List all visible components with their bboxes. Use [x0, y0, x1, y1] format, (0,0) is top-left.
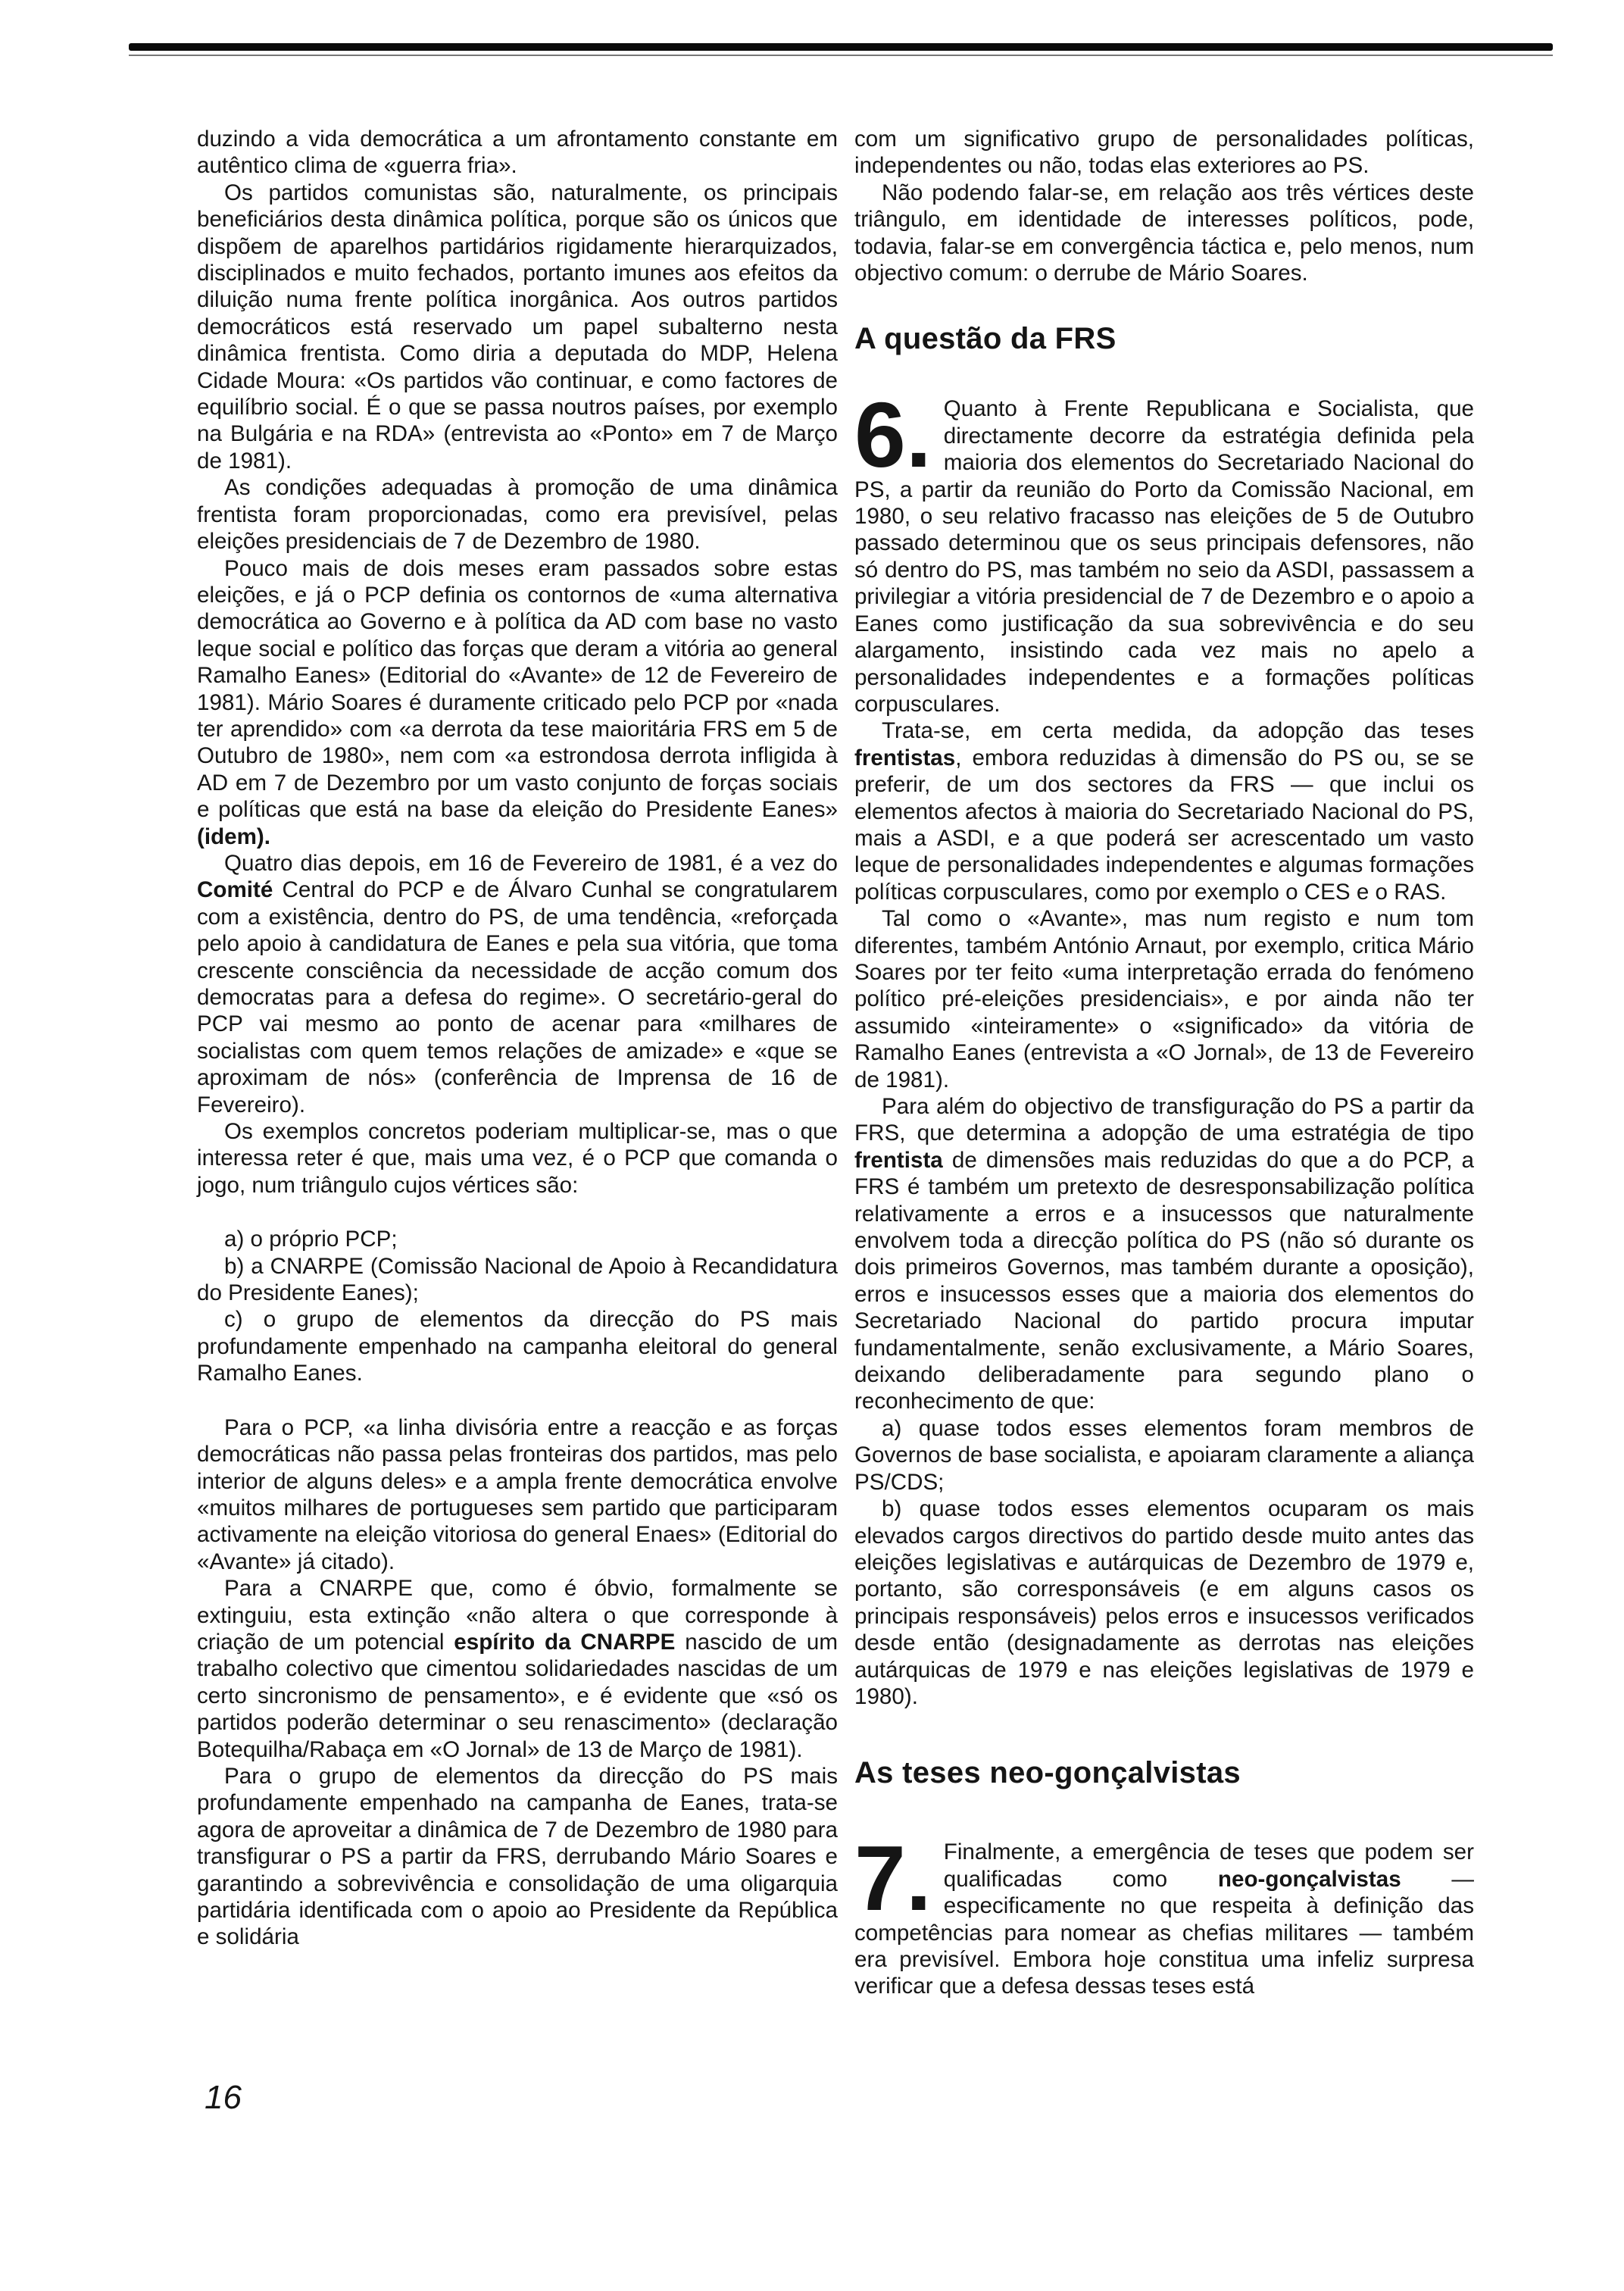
paragraph: Quanto à Frente Republicana e Socialista, que directamente decorre da estratégia definida pela maioria dos elementos do Secretariado Nacional do PS, a partir da reunião do Porto da Comissão Nacional, em 1980, o seu relativo fracasso nas eleições de 5 de Outubro passado determinou que os seus principais defensores, não só dentro do PS, mas também no seio da ASDI, passassem a privilegiar a vitória presidencial de 7 de Dezembro e o apoio a Eanes como justificação da sua sobrevivência e do seu alargamento, insistindo cada vez mais no apelo a personalidades independentes e a formações políticas corpusculares.	[854, 396, 1474, 717]
section-number: 6.	[854, 383, 932, 487]
section-7	[854, 1827, 1474, 1999]
right-column	[854, 126, 1474, 2000]
text-run: de dimensões mais reduzidas do que a do PCP, a FRS é também um pretexto de desresponsabilização política relativamente a erros e a insucessos que naturalmente envolvem toda a direcção política do PS (não só durante os dois primeiros Governos, mas também durante a oposição), erros e insucessos esses que a maioria dos elementos do Secretariado Nacional do partido procura imputar fundamentalmente, senão exclusivamente, a Mário Soares, deixando deliberadamente para segundo plano o reconhecimento de que:	[854, 1147, 1474, 1414]
top-rule	[129, 43, 1553, 51]
paragraph	[854, 1827, 1474, 1999]
list-item: a) o próprio PCP;	[224, 1227, 398, 1252]
text-run: Quatro dias depois, em 16 de Fevereiro de 1981, é a vez do	[224, 850, 838, 876]
text-run: nascido de um trabalho colectivo que cimentou solidariedades nascidas de um certo sincronismo de pensamento», e é evidente que «só os partidos poderão determinar o seu renascimento» (declaração Botequilha/Rabaça em «O Jornal» de 13 de Março de 1981).	[197, 1629, 838, 1762]
bold-text: frentista	[854, 1147, 943, 1173]
bold-text: espírito da CNARPE	[454, 1629, 676, 1655]
section-heading: As teses neo-gonçalvistas	[854, 1756, 1241, 1790]
bold-text: (idem).	[197, 824, 271, 849]
text-run: Trata-se, em certa medida, da adopção das teses	[882, 718, 1474, 744]
list-item: c) o grupo de elementos da direcção do PS mais profundamente empenhado na campanha eleitoral do general Ramalho Eanes.	[197, 1307, 838, 1386]
paragraph: com um significativo grupo de personalidades políticas, independentes ou não, todas elas exteriores ao PS.	[854, 127, 1474, 179]
paragraph	[197, 555, 838, 850]
bold-text: Comité	[197, 877, 273, 903]
text-run: Pouco mais de dois meses eram passados sobre estas eleições, e já o PCP definia os contornos de «uma alternativa democrática ao Governo e à política da AD com base no vasto leque social e político das forças que deram a vitória ao general Ramalho Eanes» (Editorial do «Avante» de 12 de Fevereiro de 1981). Mário Soares é duramente criticado pelo PCP por «nada ter aprendido» com «a derrota da tese maioritária FRS em 5 de Outubro de 1980», nem com «a estrondosa derrota infligida à AD em 7 de Dezembro por um vasto conjunto de forças sociais e políticas que está na base da eleição do Presidente Eanes»	[197, 555, 838, 823]
paragraph: As condições adequadas à promoção de uma dinâmica frentista foram proporcionadas, como era previsível, pelas eleições presidenciais de 7 de Dezembro de 1980.	[197, 475, 838, 555]
paragraph: Não podendo falar-se, em relação aos três vértices deste triângulo, em identidade de interesses políticos, pode, todavia, falar-se em convergência táctica e, pelo menos, num objectivo comum: o derrube de Mário Soares.	[854, 180, 1474, 286]
paragraph: Os partidos comunistas são, naturalmente, os principais beneficiários desta dinâmica política, porque são os únicos que dispõem de aparelhos partidários rigidamente hierarquizados, disciplinados e muito fechados, portanto imunes aos efeitos da diluição numa frente política inorgânica. Aos outros partidos democráticos está reservado um papel subalterno nesta dinâmica frentista. Como diria a deputada do MDP, Helena Cidade Moura: «Os partidos vão continuar, e como factores de equilíbrio social. É o que se passa noutros países, por exemplo na Bulgária e na RDA» (entrevista ao «Ponto» em 7 de Março de 1981).	[197, 180, 838, 474]
paragraph	[854, 1093, 1474, 1415]
paragraph: Os exemplos concretos poderiam multiplicar-se, mas o que interessa reter é que, mais uma vez, é o PCP que comanda o jogo, num triângulo cujos vértices são:	[197, 1119, 838, 1198]
paragraph: Para o PCP, «a linha divisória entre a reacção e as forças democráticas não passa pelas fronteiras dos partidos, mas pelo interior de alguns deles» e a ampla frente democrática envolve «muitos milhares de portugueses sem partido que participaram activamente na eleição vitoriosa do general Enaes» (Editorial do «Avante» já citado).	[197, 1414, 838, 1574]
paragraph: Tal como o «Avante», mas num registo e num tom diferentes, também António Arnaut, por exemplo, critica Mário Soares por ter feito «uma interpretação errada do fenómeno político pré-eleições presidenciais», e por ainda não ter assumido «inteiramente» o «significado» da vitória de Ramalho Eanes (entrevista a «O Jornal», de 13 de Fevereiro de 1981).	[854, 906, 1474, 1092]
section-6	[854, 383, 1474, 717]
paragraph	[197, 1575, 838, 1763]
text-run: — especificamente no que respeita à definição das competências para nomear as chefias militares — também era previsível. Embora hoje constitua uma infeliz surpresa verificar que a defesa dessas teses está	[854, 1866, 1474, 1999]
left-column	[197, 126, 838, 1951]
paragraph	[197, 850, 838, 1118]
text-run: Central do PCP e de Álvaro Cunhal se congratularem com a existência, dentro do PS, de uma tendência, «reforçada pelo apoio à candidatura de Eanes e pela sua vitória, que toma crescente consciência da necessidade de acção comum dos democratas para a defesa do regime». O secretário-geral do PCP vai mesmo ao ponto de acenar para «milhares de socialistas com quem temos relações de amizade» e «que se aproximam de nós» (conferência de Imprensa de 16 de Fevereiro).	[197, 877, 838, 1117]
list-item: b) quase todos esses elementos ocuparam os mais elevados cargos directivos do partido desde muito antes das eleições legislativas e autárquicas de Dezembro de 1979 e, portanto, são corresponsáveis (e em alguns casos os principais responsáveis) pelos erros e insucessos verificados desde então (designadamente as derrotas nas eleições autárquicas de 1979 e nas eleições legislativas de 1979 e 1980).	[854, 1496, 1474, 1709]
list-item: a) quase todos esses elementos foram membros de Governos de base socialista, e apoiaram claramente a aliança PS/CDS;	[854, 1415, 1474, 1495]
top-rule-thin	[129, 55, 1553, 56]
text-run: Finalmente, a emergência de teses que podem ser qualificadas como	[943, 1839, 1474, 1892]
bold-text: neo-gonçalvistas	[1217, 1866, 1401, 1892]
text-run: , embora reduzidas à dimensão do PS ou, se se preferir, de um dos sectores da FRS — que inclui os elementos afectos à maioria do Secretariado Nacional do PS, mais a ASDI, e a que poderá ser acrescentado um vasto leque de personalidades independentes e algumas formações políticas corpusculares, como por exemplo o CES e o RAS.	[854, 745, 1474, 905]
list-item: b) a CNARPE (Comissão Nacional de Apoio à Recandidatura do Presidente Eanes);	[197, 1253, 838, 1306]
bold-text: frentistas	[854, 745, 956, 770]
section-heading: A questão da FRS	[854, 322, 1116, 356]
paragraph: Para o grupo de elementos da direcção do PS mais profundamente empenhado na campanha de Eanes, trata-se agora de aproveitar a dinâmica de 7 de Dezembro de 1980 para transfigurar o PS a partir da FRS, derrubando Mário Soares e garantindo a sobrevivência e consolidação de uma oligarquia partidária identificada com o apoio ao Presidente da República e solidária	[197, 1763, 838, 1950]
text-run: Para a CNARPE que, como é óbvio, formalmente se extinguiu, esta extinção «não altera o que corresponde à criação de um potencial	[197, 1576, 838, 1655]
section-number: 7.	[854, 1827, 932, 1930]
paragraph	[854, 717, 1474, 905]
page-number: 16	[205, 2079, 242, 2116]
text-run: Para além do objectivo de transfiguração do PS a partir da FRS, que determina a adopção de uma estratégia de tipo	[854, 1094, 1474, 1146]
paragraph: duzindo a vida democrática a um afrontamento constante em autêntico clima de «guerra fria».	[197, 127, 838, 179]
